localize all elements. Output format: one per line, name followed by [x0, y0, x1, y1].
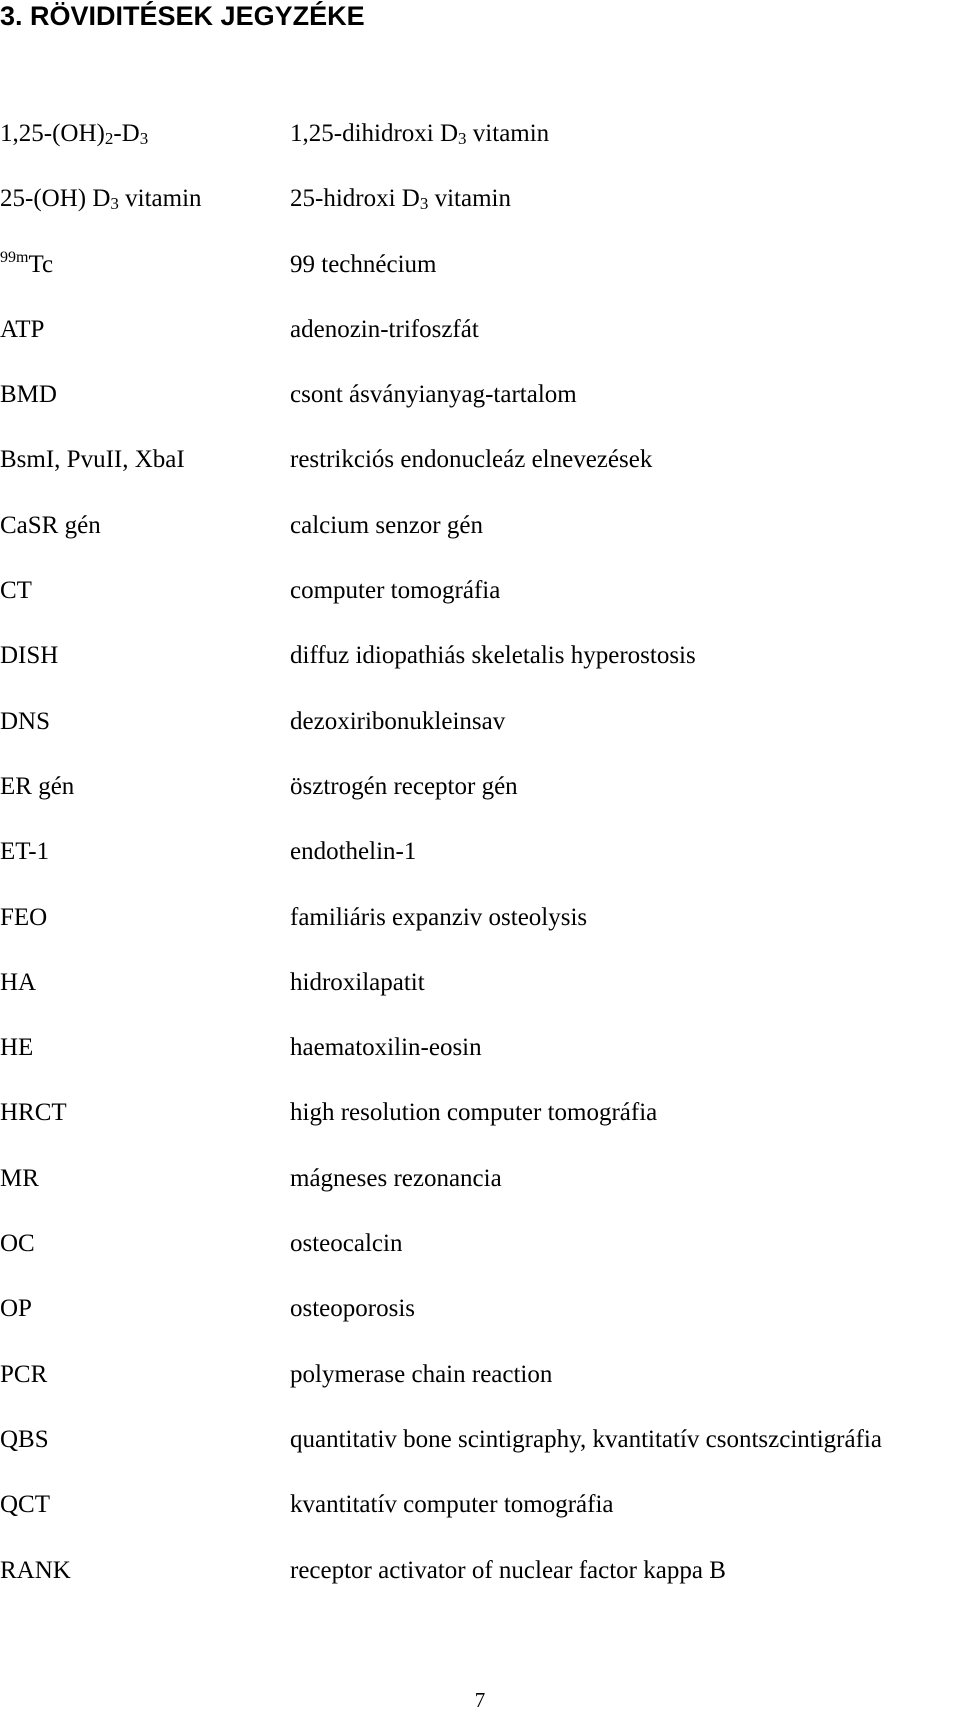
abbreviation-definition: high resolution computer tomográfia — [290, 1099, 658, 1127]
text-segment: -D — [113, 120, 140, 147]
subscript: 3 — [458, 129, 467, 148]
text-segment: 25-(OH) D — [0, 185, 111, 213]
abbreviation-term: DNS — [0, 707, 51, 735]
abbreviation-term: CaSR gén — [0, 511, 101, 539]
abbreviation-row — [0, 379, 960, 444]
abbreviation-definition — [290, 249, 960, 281]
abbreviation-definition: endothelin-1 — [290, 838, 417, 866]
superscript: 99m — [0, 248, 29, 266]
abbreviation-row — [0, 1359, 960, 1424]
abbreviation-row — [0, 1555, 960, 1620]
abbreviation-definition: mágneses rezonancia — [290, 1164, 502, 1192]
abbreviation-definition: hidroxilapatit — [290, 968, 425, 996]
subscript: 3 — [139, 129, 149, 148]
abbreviation-term: OP — [0, 1295, 32, 1323]
abbreviation-term: ET-1 — [0, 838, 50, 866]
abbreviation-definition: haematoxilin-eosin — [290, 1034, 482, 1062]
abbreviation-row — [0, 1293, 960, 1358]
text-segment: 25-hidroxi D — [290, 185, 420, 213]
abbreviation-term: QBS — [0, 1425, 49, 1453]
abbreviation-term: RANK — [0, 1556, 71, 1584]
subscript: 2 — [104, 129, 114, 148]
abbreviation-term: ER gén — [0, 772, 75, 800]
text-segment: 1,25-(OH) — [0, 120, 105, 147]
abbreviation-definition: csont ásványianyag-tartalom — [290, 381, 577, 409]
abbreviation-term: FEO — [0, 903, 48, 931]
abbreviation-row — [0, 118, 960, 183]
abbreviation-row — [0, 771, 960, 836]
abbreviation-term: OC — [0, 1230, 35, 1258]
abbreviation-definition: osteoporosis — [290, 1295, 415, 1323]
abbreviation-definition: calcium senzor gén — [290, 511, 483, 539]
abbreviation-definition: diffuz idiopathiás skeletalis hyperostosis — [290, 642, 696, 670]
abbreviation-row — [0, 444, 960, 509]
abbreviation-row — [0, 640, 960, 705]
abbreviation-definition: familiáris expanziv osteolysis — [290, 903, 588, 931]
abbreviation-row — [0, 1032, 960, 1097]
abbreviation-row — [0, 1097, 960, 1162]
abbreviation-term — [0, 249, 290, 281]
text-segment: vitamin — [118, 185, 202, 213]
abbreviation-term — [0, 118, 290, 150]
abbreviation-row — [0, 314, 960, 379]
abbreviation-definition: adenozin-trifoszfát — [290, 315, 479, 343]
abbreviation-row — [0, 183, 960, 248]
abbreviation-definition: osteocalcin — [290, 1230, 403, 1258]
abbreviation-term: BsmI, PvuII, XbaI — [0, 446, 185, 474]
text-segment: 99 technécium — [290, 250, 437, 278]
text-segment: Tc — [28, 250, 54, 278]
abbreviation-definition: receptor activator of nuclear factor kappa B — [290, 1556, 726, 1584]
abbreviation-term: QCT — [0, 1491, 50, 1519]
abbreviation-row — [0, 1228, 960, 1293]
abbreviation-definition: quantitativ bone scintigraphy, kvantitatív csontszcintigráfia — [290, 1425, 882, 1453]
abbreviation-definition — [290, 183, 960, 215]
abbreviation-definition — [290, 118, 960, 150]
abbreviation-row — [0, 1424, 960, 1489]
abbreviation-term: HE — [0, 1034, 34, 1062]
subscript: 3 — [110, 194, 119, 214]
page-heading: 3. RÖVIDITÉSEK JEGYZÉKE — [0, 1, 365, 31]
abbreviation-row — [0, 249, 960, 314]
abbreviation-term: PCR — [0, 1360, 48, 1388]
abbreviation-definition: ösztrogén receptor gén — [290, 772, 518, 800]
abbreviation-term — [0, 183, 290, 215]
subscript: 3 — [419, 194, 429, 214]
abbreviation-term: DISH — [0, 642, 59, 670]
abbreviation-term: HRCT — [0, 1099, 67, 1127]
page-number: 7 — [474, 1688, 486, 1712]
abbreviation-definition: polymerase chain reaction — [290, 1360, 553, 1388]
abbreviation-row — [0, 1163, 960, 1228]
text-segment: 1,25-dihidroxi D — [290, 120, 459, 147]
abbreviation-list — [0, 118, 960, 1620]
abbreviation-row — [0, 575, 960, 640]
abbreviation-row — [0, 510, 960, 575]
text-segment: vitamin — [428, 185, 511, 213]
abbreviation-definition: restrikciós endonucleáz elnevezések — [290, 446, 653, 474]
abbreviation-row — [0, 967, 960, 1032]
abbreviation-definition: kvantitatív computer tomográfia — [290, 1491, 614, 1519]
abbreviation-row — [0, 1489, 960, 1554]
abbreviation-row — [0, 836, 960, 901]
abbreviation-term: MR — [0, 1164, 39, 1192]
abbreviation-definition: dezoxiribonukleinsav — [290, 707, 506, 735]
abbreviation-term: BMD — [0, 381, 57, 409]
text-segment: vitamin — [466, 120, 550, 147]
abbreviation-term: ATP — [0, 315, 45, 343]
abbreviation-definition: computer tomográfia — [290, 577, 501, 605]
abbreviation-term: HA — [0, 968, 37, 996]
abbreviation-term: CT — [0, 577, 32, 605]
abbreviation-row — [0, 706, 960, 771]
abbreviation-row — [0, 902, 960, 967]
